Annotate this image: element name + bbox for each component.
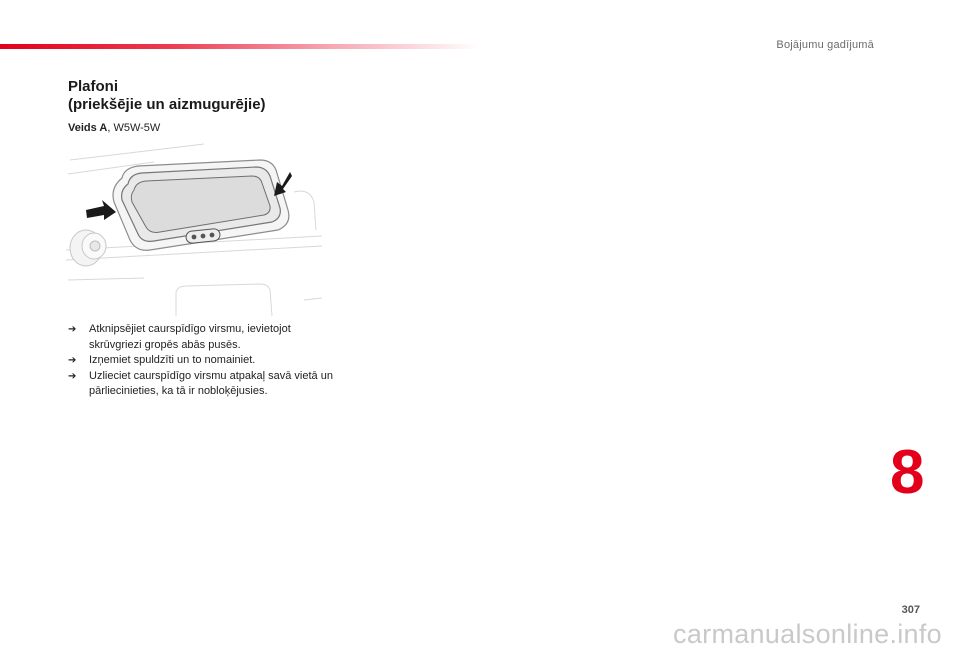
pointer-arrow-icon: ➔ xyxy=(68,324,77,335)
instruction-step xyxy=(68,322,338,353)
instruction-text: Atknipsējiet caurspīdīgo virsmu, ievietojot skrūvgriezi gropēs abās pusēs. xyxy=(89,323,291,351)
instruction-list xyxy=(68,322,338,400)
instruction-text: Uzlieciet caurspīdīgo virsmu atpakaļ savā vietā un pārliecinieties, ka tā ir nobloķējusies. xyxy=(89,369,333,397)
title-line-2: (priekšējie un aizmugurējie) xyxy=(68,96,266,113)
side-knob xyxy=(70,230,106,266)
ceiling-lamp-illustration xyxy=(64,140,326,318)
chapter-number: 8 xyxy=(890,438,925,507)
section-title xyxy=(68,78,266,114)
instruction-step xyxy=(68,369,338,400)
pointer-arrow-icon: ➔ xyxy=(68,370,77,382)
instruction-step xyxy=(68,353,338,369)
header-accent-bar xyxy=(0,44,480,49)
title-line-1: Plafoni xyxy=(68,78,119,95)
bulb-type xyxy=(68,122,160,134)
left-arrow-icon xyxy=(86,200,116,220)
bulb-type-label: Veids A xyxy=(68,122,108,134)
section-header: Bojājumu gadījumā xyxy=(776,39,874,51)
instruction-text: Izņemiet spuldzīti un to nomainiet. xyxy=(89,354,256,366)
watermark: carmanualsonline.info xyxy=(673,619,942,649)
bulb-type-value: , W5W-5W xyxy=(107,122,161,134)
page-number: 307 xyxy=(901,604,920,616)
pointer-arrow-icon: ➔ xyxy=(68,355,77,366)
